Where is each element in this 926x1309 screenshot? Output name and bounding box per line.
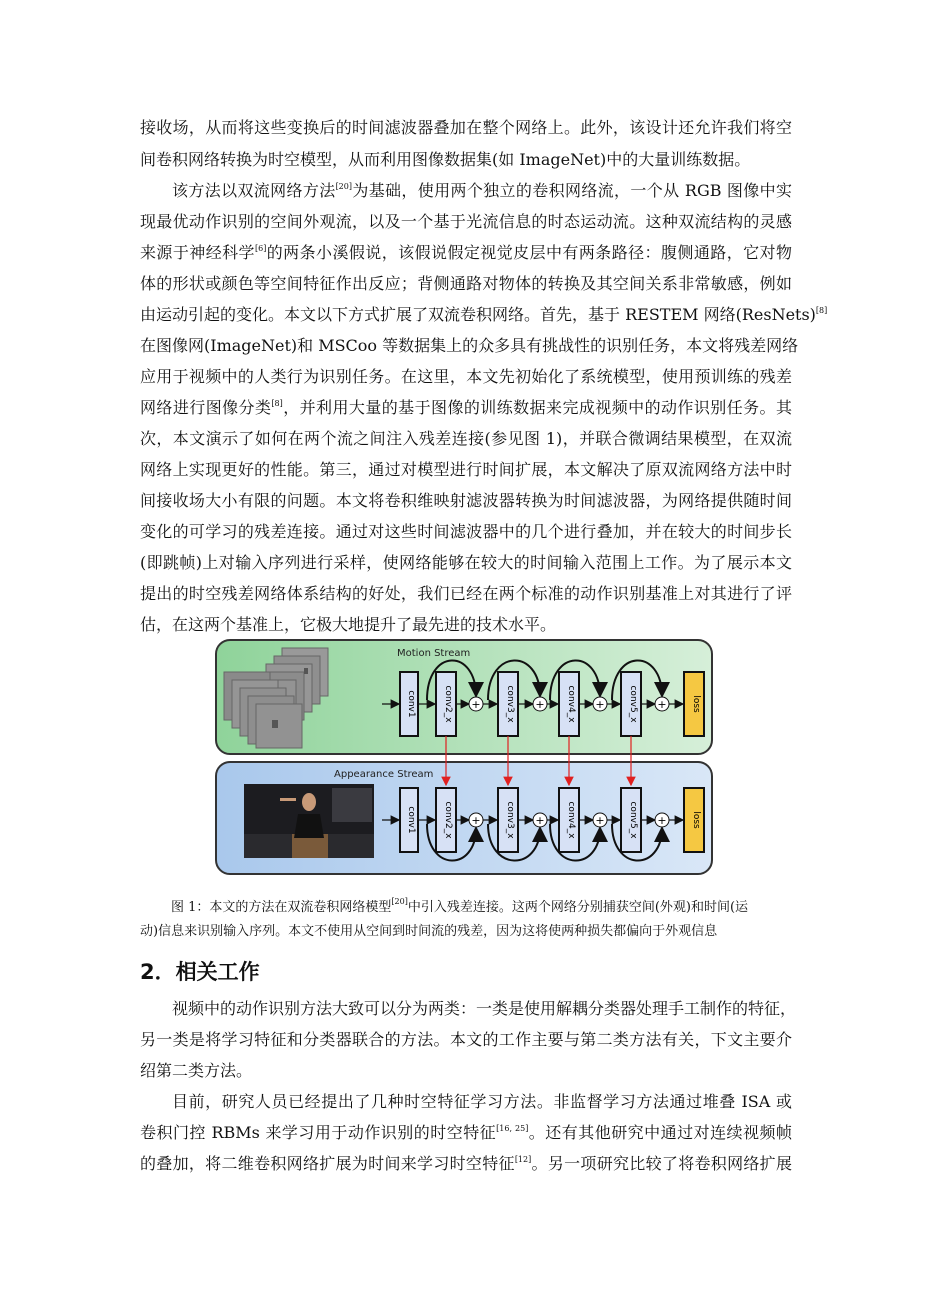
text-line: 现最优动作识别的空间外观流，以及一个基于光流信息的时态运动流。这种双流结构的灵感 <box>140 212 792 231</box>
caption-line: 图 1：本文的方法在双流卷积网络模型[20]中引入残差连接。这两个网络分别捕获空间(外观)和时间(运 <box>171 897 749 915</box>
text-line: 的叠加，将二维卷积网络扩展为时间来学习时空特征[12]。另一项研究比较了将卷积网络扩展 <box>140 1154 792 1173</box>
appearance-loss-block <box>684 788 704 852</box>
text-line: 另一类是将学习特征和分类器联合的方法。本文的工作主要与第二类方法有关，下文主要介 <box>140 1030 792 1049</box>
svg-text:conv4_x: conv4_x <box>566 801 576 839</box>
svg-text:conv2_x: conv2_x <box>443 801 453 839</box>
text-line: 在图像网(ImageNet)和 MSCoo 等数据集上的众多具有挑战性的识别任务，本文将残差网络 <box>140 336 799 355</box>
svg-text:+: + <box>535 814 545 827</box>
text-line: 应用于视频中的人类行为识别任务。在这里，本文先初始化了系统模型，使用预训练的残差 <box>140 367 792 386</box>
text-line: 卷积门控 RBMs 来学习用于动作识别的时空特征[16, 25]。还有其他研究中通过对连续视频帧 <box>140 1123 792 1142</box>
svg-text:conv4_x: conv4_x <box>566 685 576 723</box>
svg-text:+: + <box>471 698 481 711</box>
text-line: (即跳帧)上对输入序列进行采样，使网络能够在较大的时间输入范围上工作。为了展示本文 <box>140 553 792 572</box>
citation: [12] <box>514 1155 532 1164</box>
svg-text:conv5_x: conv5_x <box>628 801 638 839</box>
text-line: 估，在这两个基准上，它极大地提升了最先进的技术水平。 <box>140 615 557 634</box>
svg-text:+: + <box>657 698 667 711</box>
text-line: 提出的时空残差网络体系结构的好处，我们已经在两个标准的动作识别基准上对其进行了评 <box>140 584 792 603</box>
svg-text:conv3_x: conv3_x <box>505 801 515 839</box>
motion-conv2-block <box>436 672 456 736</box>
svg-text:+: + <box>471 814 481 827</box>
text-line: 变化的可学习的残差连接。通过对这些时间滤波器中的几个进行叠加，并在较大的时间步长 <box>140 522 792 541</box>
text-line: 网络进行图像分类[8]，并利用大量的基于图像的训练数据来完成视频中的动作识别任务。其 <box>140 398 792 417</box>
svg-text:conv1: conv1 <box>406 690 416 718</box>
caption-line: 动)信息来识别输入序列。本文不使用从空间到时间流的残差，因为这将使两种损失都偏向于外观信息 <box>140 924 718 939</box>
svg-text:conv1: conv1 <box>406 806 416 834</box>
motion-conv4-block <box>559 672 579 736</box>
text-line: 次，本文演示了如何在两个流之间注入残差连接(参见图 1)，并联合微调结果模型，在双流 <box>140 429 792 448</box>
text-line: 间接收场大小有限的问题。本文将卷积维映射滤波器转换为时间滤波器，为网络提供随时间 <box>140 491 792 510</box>
svg-text:+: + <box>657 814 667 827</box>
motion-stream-label: Motion Stream <box>397 648 471 659</box>
text-line: 来源于神经科学[6]的两条小溪假说，该假说假定视觉皮层中有两条路径：腹侧通路，它对物 <box>140 243 792 262</box>
figure-1-diagram <box>214 638 714 878</box>
motion-conv3-block <box>498 672 518 736</box>
text-line: 间卷积网络转换为时空模型，从而利用图像数据集(如 ImageNet)中的大量训练数据。 <box>140 150 751 169</box>
svg-text:conv5_x: conv5_x <box>628 685 638 723</box>
text-line: 目前，研究人员已经提出了几种时空特征学习方法。非监督学习方法通过堆叠 ISA 或 <box>172 1092 792 1111</box>
text-line: 视频中的动作识别方法大致可以分为两类：一类是使用解耦分类器处理手工制作的特征， <box>172 999 797 1018</box>
text-line: 体的形状或颜色等空间特征作出反应；背侧通路对物体的转换及其空间关系非常敏感，例如 <box>140 274 792 293</box>
citation: [20] <box>335 182 352 191</box>
svg-text:conv2_x: conv2_x <box>443 685 453 723</box>
citation: [6] <box>254 244 267 253</box>
text-line: 绍第二类方法。 <box>140 1061 253 1080</box>
text-line: 网络上实现更好的性能。第三，通过对模型进行时间扩展，本文解决了原双流网络方法中时 <box>140 460 792 479</box>
appearance-conv3-block <box>498 788 518 852</box>
video-frame-image <box>244 784 374 858</box>
text-line: 该方法以双流网络方法[20]为基础，使用两个独立的卷积网络流，一个从 RGB 图像中实 <box>172 181 792 200</box>
citation: [20] <box>391 897 408 906</box>
svg-text:+: + <box>595 698 605 711</box>
motion-loss-block <box>684 672 704 736</box>
appearance-conv5-block <box>621 788 641 852</box>
svg-text:loss: loss <box>691 811 701 829</box>
svg-text:+: + <box>595 814 605 827</box>
appearance-conv2-block <box>436 788 456 852</box>
appearance-conv1-block <box>400 788 418 852</box>
citation: [16, 25] <box>496 1124 529 1133</box>
section-heading: 2．相关工作 <box>140 960 260 984</box>
appearance-stream-label: Appearance Stream <box>334 769 434 780</box>
text-line: 接收场，从而将这些变换后的时间滤波器叠加在整个网络上。此外，该设计还允许我们将空 <box>140 118 792 137</box>
citation: [8] <box>271 399 283 408</box>
svg-text:+: + <box>535 698 545 711</box>
motion-conv1-block <box>400 672 418 736</box>
svg-text:conv3_x: conv3_x <box>505 685 515 723</box>
svg-text:loss: loss <box>691 695 701 713</box>
citation: [8] <box>815 306 828 315</box>
appearance-conv4-block <box>559 788 579 852</box>
motion-conv5-block <box>621 672 641 736</box>
text-line: 由运动引起的变化。本文以下方式扩展了双流卷积网络。首先，基于 RESTEM 网络(ResNets)[8] <box>140 305 828 324</box>
